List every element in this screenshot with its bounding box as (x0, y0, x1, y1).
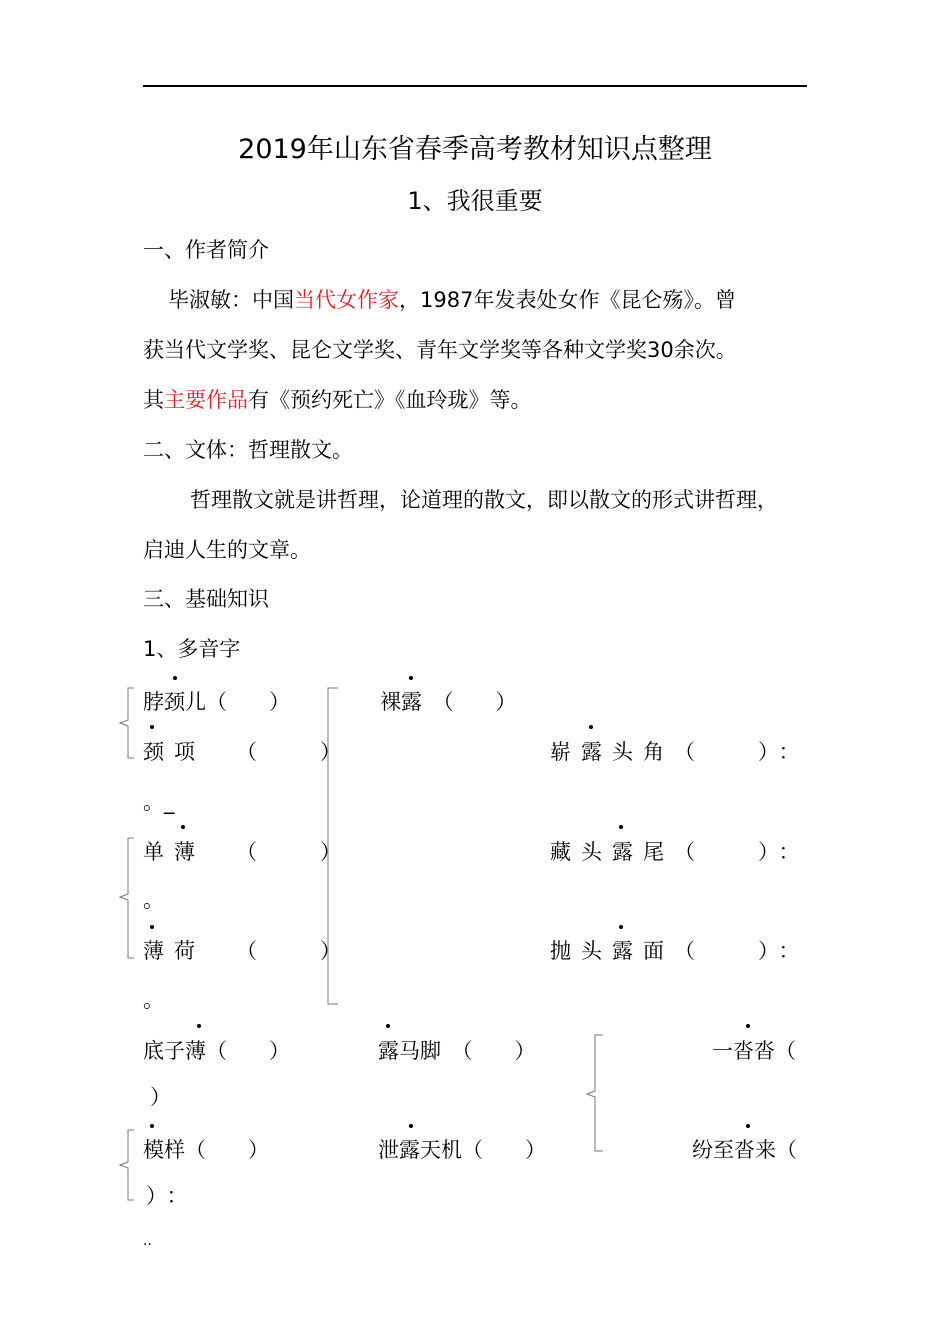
item-dizi: 底子薄（ ） (143, 1039, 290, 1063)
paren-open: （ (674, 740, 695, 764)
emphasis-dot (150, 725, 154, 729)
item-danbo: 单薄 (143, 840, 205, 864)
emphasis-dot (173, 676, 177, 680)
period-line: 。 (143, 988, 164, 1012)
paren-open: （ (236, 840, 257, 864)
item-xielou: 泄露天机（ ） (378, 1138, 546, 1162)
emphasis-dot (150, 925, 154, 929)
item-fenzhi: 纷至沓来（ (692, 1138, 797, 1162)
item-moyang: 模样（ ） (143, 1138, 269, 1162)
emphasis-dot (197, 1024, 201, 1028)
item-yitata: 一沓沓（ (712, 1039, 796, 1063)
paren-open: （ (674, 840, 695, 864)
paren-colon: ）： (758, 939, 810, 963)
item-luolu: 裸露 （ ） (380, 690, 517, 714)
emphasis-dot (150, 1124, 154, 1128)
paren-open: （ (236, 740, 257, 764)
paren-open: （ (674, 939, 695, 963)
emphasis-dot (386, 1024, 390, 1028)
item-bozi: 脖颈儿（ ） (143, 690, 290, 714)
author-paragraph-line1: 毕淑敏：中国当代女作家，1987年发表处女作《昆仑殇》。曾 (168, 288, 736, 312)
trailing-dots: .. (143, 1233, 152, 1249)
author-paragraph-line3: 其主要作品有《预约死亡》《血玲珑》等。 (143, 388, 532, 412)
period-line: 。 (143, 888, 164, 912)
paren-colon: ）： (146, 1184, 198, 1208)
paren-close: ） (320, 939, 341, 963)
brace-ta (583, 1033, 605, 1155)
author-paragraph-line2: 获当代文学奖、昆仑文学奖、青年文学奖等各种文学奖30余次。 (143, 338, 737, 362)
paren-close: ） (320, 840, 341, 864)
emphasis-dot (746, 1124, 750, 1128)
section-heading-author: 一、作者简介 (143, 238, 269, 262)
emphasis-dot (589, 725, 593, 729)
subheading-polyphones: 1、多音字 (143, 637, 241, 661)
paren-colon: ）： (758, 740, 810, 764)
brace-mo (116, 1128, 136, 1204)
emphasis-dot (619, 825, 623, 829)
paren-open: （ (236, 939, 257, 963)
item-bohe: 薄荷 (143, 939, 205, 963)
brace-bo (116, 836, 136, 962)
item-cangtou: 藏头露尾 (550, 840, 674, 864)
emphasis-dot (409, 676, 413, 680)
paren-close: ） (150, 1085, 171, 1109)
document-title: 2019年山东省春季高考教材知识点整理 (238, 134, 712, 165)
paren-colon: ）： (758, 840, 810, 864)
item-lumajiao: 露马脚 （ ） (378, 1039, 536, 1063)
genre-paragraph-line2: 启迪人生的文章。 (143, 538, 311, 562)
emphasis-dot (619, 925, 623, 929)
emphasis-dot (409, 1124, 413, 1128)
item-paotou: 抛头露面 (550, 939, 674, 963)
period-line: 。_ (143, 790, 175, 814)
lesson-title: 1、我很重要 (407, 187, 543, 215)
emphasis-dot (181, 825, 185, 829)
emphasis-dot (746, 1024, 750, 1028)
brace-jing (116, 686, 136, 762)
genre-paragraph-line1: 哲理散文就是讲哲理，论道理的散文，即以散文的形式讲哲理， (190, 488, 778, 512)
section-heading-genre: 二、文体：哲理散文。 (143, 438, 353, 462)
section-heading-basics: 三、基础知识 (143, 587, 269, 611)
item-zhanlu: 崭露头角 (550, 740, 674, 764)
top-rule (143, 85, 807, 87)
paren-close: ） (320, 740, 341, 764)
item-jingxiang: 颈项 (143, 740, 205, 764)
